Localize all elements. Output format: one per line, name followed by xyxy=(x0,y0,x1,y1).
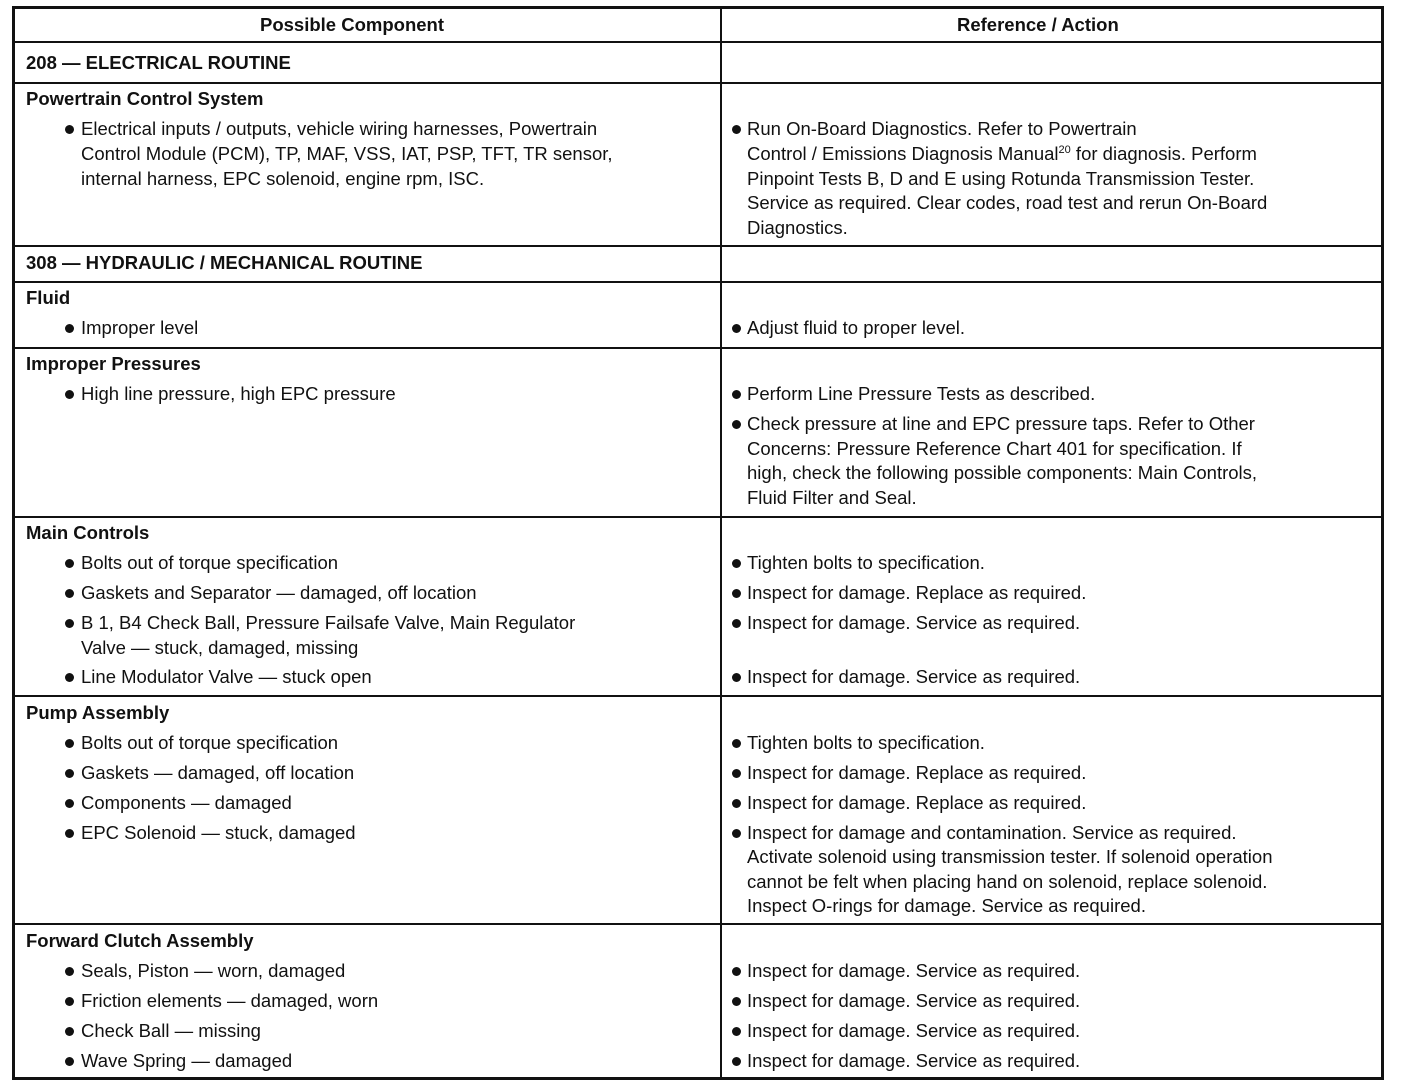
component-line: internal harness, EPC solenoid, engine rpm, ISC. xyxy=(81,168,485,189)
action-line: Inspect for damage. Replace as required. xyxy=(747,792,1087,813)
bullet-icon xyxy=(732,769,741,778)
component-line: EPC Solenoid — stuck, damaged xyxy=(81,822,356,843)
bullet-icon xyxy=(65,673,74,682)
bullet-icon xyxy=(732,739,741,748)
action-line: Inspect for damage. Replace as required. xyxy=(747,582,1087,603)
component-line: Check Ball — missing xyxy=(81,1020,261,1041)
bullet-icon xyxy=(732,390,741,399)
action-line: Run On-Board Diagnostics. Refer to Powertrain xyxy=(747,118,1137,139)
group-title-pump: Pump Assembly xyxy=(26,702,170,723)
action-line: Inspect for damage and contamination. Service as required. xyxy=(747,822,1237,843)
row-divider xyxy=(15,695,1381,697)
bullet-icon xyxy=(732,799,741,808)
bullet-icon xyxy=(65,559,74,568)
action-line: Inspect for damage. Service as required. xyxy=(747,990,1081,1011)
column-divider xyxy=(720,9,722,1077)
action-line: cannot be felt when placing hand on solenoid, replace solenoid. xyxy=(747,871,1268,892)
bullet-icon xyxy=(65,1057,74,1066)
group-title-pressures: Improper Pressures xyxy=(26,353,201,374)
component-line: High line pressure, high EPC pressure xyxy=(81,383,396,404)
column-header-reference: Reference / Action xyxy=(957,14,1119,35)
component-line: B 1, B4 Check Ball, Pressure Failsafe Valve, Main Regulator xyxy=(81,612,576,633)
bullet-icon xyxy=(732,125,741,134)
bullet-icon xyxy=(65,589,74,598)
row-divider xyxy=(15,82,1381,84)
bullet-icon xyxy=(732,619,741,628)
row-divider xyxy=(15,245,1381,247)
action-line: Adjust fluid to proper level. xyxy=(747,317,966,338)
action-line: Tighten bolts to specification. xyxy=(747,732,985,753)
row-divider xyxy=(15,923,1381,925)
action-line: Concerns: Pressure Reference Chart 401 for specification. If xyxy=(747,438,1242,459)
component-line: Bolts out of torque specification xyxy=(81,732,339,753)
bullet-icon xyxy=(65,324,74,333)
footnote-marker: 20 xyxy=(1058,143,1071,156)
component-line: Valve — stuck, damaged, missing xyxy=(81,637,359,658)
component-line: Components — damaged xyxy=(81,792,292,813)
bullet-icon xyxy=(732,829,741,838)
component-line: Line Modulator Valve — stuck open xyxy=(81,666,372,687)
component-line: Gaskets — damaged, off location xyxy=(81,762,355,783)
bullet-icon xyxy=(65,829,74,838)
action-line: Inspect O-rings for damage. Service as required. xyxy=(747,895,1146,916)
bullet-icon xyxy=(732,420,741,429)
action-line: Perform Line Pressure Tests as described. xyxy=(747,383,1096,404)
bullet-icon xyxy=(65,769,74,778)
action-line: Inspect for damage. Service as required. xyxy=(747,1050,1081,1071)
bullet-icon xyxy=(65,619,74,628)
action-line: Pinpoint Tests B, D and E using Rotunda Transmission Tester. xyxy=(747,168,1255,189)
component-line: Control Module (PCM), TP, MAF, VSS, IAT, PSP, TFT, TR sensor, xyxy=(81,143,613,164)
component-line: Wave Spring — damaged xyxy=(81,1050,293,1071)
group-title-fluid: Fluid xyxy=(26,287,71,308)
bullet-icon xyxy=(65,997,74,1006)
bullet-icon xyxy=(732,589,741,598)
component-line: Bolts out of torque specification xyxy=(81,552,339,573)
bullet-icon xyxy=(732,1027,741,1036)
section-title-hydraulic: 308 — HYDRAULIC / MECHANICAL ROUTINE xyxy=(26,252,423,273)
action-line: Fluid Filter and Seal. xyxy=(747,487,917,508)
bullet-icon xyxy=(732,673,741,682)
component-line: Seals, Piston — worn, damaged xyxy=(81,960,346,981)
action-line: Control / Emissions Diagnosis Manual$^{20}$ for diagnosis. Perform xyxy=(747,143,1257,164)
group-title-powertrain: Powertrain Control System xyxy=(26,88,264,109)
component-line: Improper level xyxy=(81,317,199,338)
action-line: Inspect for damage. Service as required. xyxy=(747,960,1081,981)
bullet-icon xyxy=(65,1027,74,1036)
bullet-icon xyxy=(732,324,741,333)
bullet-icon xyxy=(732,559,741,568)
component-line: Friction elements — damaged, worn xyxy=(81,990,379,1011)
bullet-icon xyxy=(65,967,74,976)
action-line: Check pressure at line and EPC pressure taps. Refer to Other xyxy=(747,413,1255,434)
action-line: Diagnostics. xyxy=(747,217,848,238)
action-line: Inspect for damage. Service as required. xyxy=(747,1020,1081,1041)
bullet-icon xyxy=(65,799,74,808)
bullet-icon xyxy=(65,390,74,399)
row-divider xyxy=(15,281,1381,283)
group-title-main-controls: Main Controls xyxy=(26,522,150,543)
row-divider xyxy=(15,41,1381,43)
action-line: high, check the following possible components: Main Controls, xyxy=(747,462,1258,483)
row-divider xyxy=(15,347,1381,349)
action-line: Tighten bolts to specification. xyxy=(747,552,985,573)
row-divider xyxy=(15,516,1381,518)
column-header-component: Possible Component xyxy=(260,14,444,35)
bullet-icon xyxy=(732,997,741,1006)
action-line: Inspect for damage. Replace as required. xyxy=(747,762,1087,783)
action-line: Inspect for damage. Service as required. xyxy=(747,612,1081,633)
bullet-icon xyxy=(65,125,74,134)
section-title-electrical: 208 — ELECTRICAL ROUTINE xyxy=(26,52,291,73)
action-line: Activate solenoid using transmission tester. If solenoid operation xyxy=(747,846,1273,867)
action-line: Service as required. Clear codes, road test and rerun On-Board xyxy=(747,192,1268,213)
bullet-icon xyxy=(732,1057,741,1066)
action-line: Inspect for damage. Service as required. xyxy=(747,666,1081,687)
bullet-icon xyxy=(732,967,741,976)
component-line: Electrical inputs / outputs, vehicle wiring harnesses, Powertrain xyxy=(81,118,598,139)
group-title-forward-clutch: Forward Clutch Assembly xyxy=(26,930,254,951)
component-line: Gaskets and Separator — damaged, off location xyxy=(81,582,477,603)
bullet-icon xyxy=(65,739,74,748)
